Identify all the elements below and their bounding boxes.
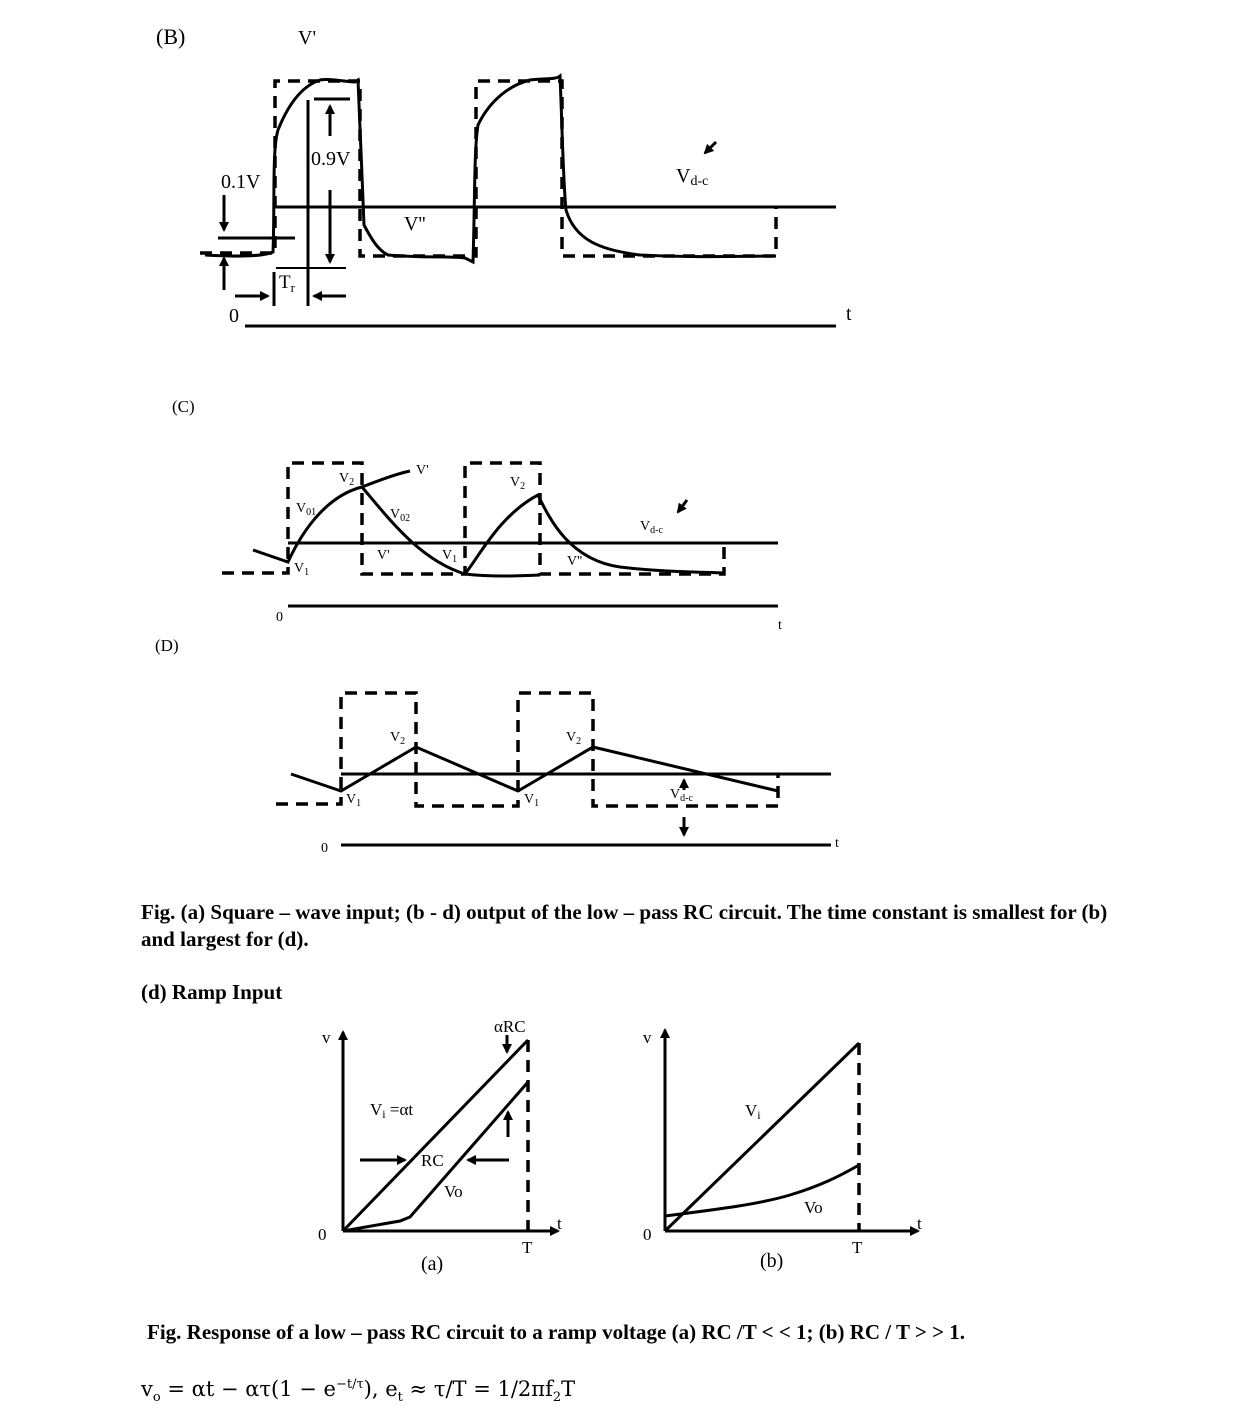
v-double-prime-label: V'' (404, 213, 426, 235)
T-label: T (852, 1238, 863, 1257)
v2-label-2: $V_2$ (510, 475, 526, 492)
zero-label: 0 (276, 610, 283, 625)
caption-ramp-response: Fig. Response of a low – pass RC circuit to a ramp voltage (a) RC /T < < 1; (b) RC / T > > 1. (147, 1320, 966, 1344)
v1-label-2: $V_1$ (442, 548, 458, 565)
v-prime-label: V' (298, 27, 317, 49)
v2-label-1: $V_2$ (339, 471, 355, 488)
v-double-prime-label: V'' (567, 554, 583, 569)
ramp-plot-b (643, 1028, 922, 1272)
panel-b-diagram (156, 24, 852, 327)
v-prime-label: V' (416, 463, 429, 478)
v01-label: $V_{01}$ (296, 501, 317, 518)
panel-d-diagram (155, 636, 839, 856)
t-axis-label: t (917, 1214, 922, 1233)
output-voltage-formula: $v_o = \alpha t - \alpha\tau(1 - e^{-t/\tau})$, $e_t \approx \tau/T = 1/2\pi f_2T$ (141, 1377, 576, 1406)
v02-label: $V_{02}$ (390, 507, 411, 524)
vi-label: Vi (745, 1101, 761, 1122)
vi-label: Vi =αt (370, 1100, 414, 1121)
v-prime-low-label: V' (377, 548, 390, 563)
T-label: T (522, 1238, 533, 1257)
t-label: t (835, 836, 839, 851)
v1-label-1: $V_1$ (294, 561, 310, 578)
label-0.9v: 0.9V (311, 148, 351, 170)
vdc-label: $V_{d-c}$ (670, 787, 693, 804)
vdc-arrow (678, 500, 687, 512)
v-axis-label: v (643, 1028, 652, 1047)
ramp-plot-a (318, 1017, 562, 1275)
plot-b-caption: (b) (760, 1250, 784, 1272)
rc-label: RC (421, 1151, 444, 1170)
zero-label: 0 (318, 1225, 327, 1244)
vdc-label: Vd-c (676, 165, 709, 189)
t-axis-label: t (557, 1214, 562, 1233)
v1-label-1: $V_1$ (346, 792, 362, 809)
alpha-rc-label: αRC (494, 1017, 526, 1036)
plot-a-caption: (a) (421, 1253, 444, 1275)
v2-label-2: $V_2$ (566, 730, 582, 747)
zero-label: 0 (643, 1225, 652, 1244)
v1-label-2: $V_1$ (524, 792, 540, 809)
panel-c-diagram (172, 397, 782, 633)
v2-label-1: $V_2$ (390, 730, 406, 747)
vdc-label: $V_{d-c}$ (640, 519, 663, 536)
caption-square-wave: Fig. (a) Square – wave input; (b - d) output of the low – pass RC circuit. The time constant is smallest for (b) and largest for (d). (141, 900, 1108, 951)
t-label: t (846, 303, 852, 325)
vo-curve (665, 1165, 859, 1216)
vo-label: Vo (804, 1198, 823, 1217)
label-tr: $T_r$ (279, 272, 295, 295)
square-wave-input (276, 693, 778, 806)
zero-label: 0 (321, 841, 328, 856)
label-0.1v: 0.1V (221, 171, 261, 193)
t-label: t (778, 618, 782, 633)
zero-label: 0 (229, 305, 239, 327)
vdc-arrow (705, 142, 716, 153)
v-axis-label: v (322, 1028, 331, 1047)
output-waveform (253, 471, 724, 576)
section-heading-ramp-input: (d) Ramp Input (141, 980, 283, 1004)
output-waveform (291, 747, 778, 791)
panel-c-label: (C) (172, 397, 195, 416)
panel-b-label: (B) (156, 24, 186, 49)
vo-label: Vo (444, 1182, 463, 1201)
panel-d-label: (D) (155, 636, 179, 655)
vi-line (343, 1040, 528, 1231)
